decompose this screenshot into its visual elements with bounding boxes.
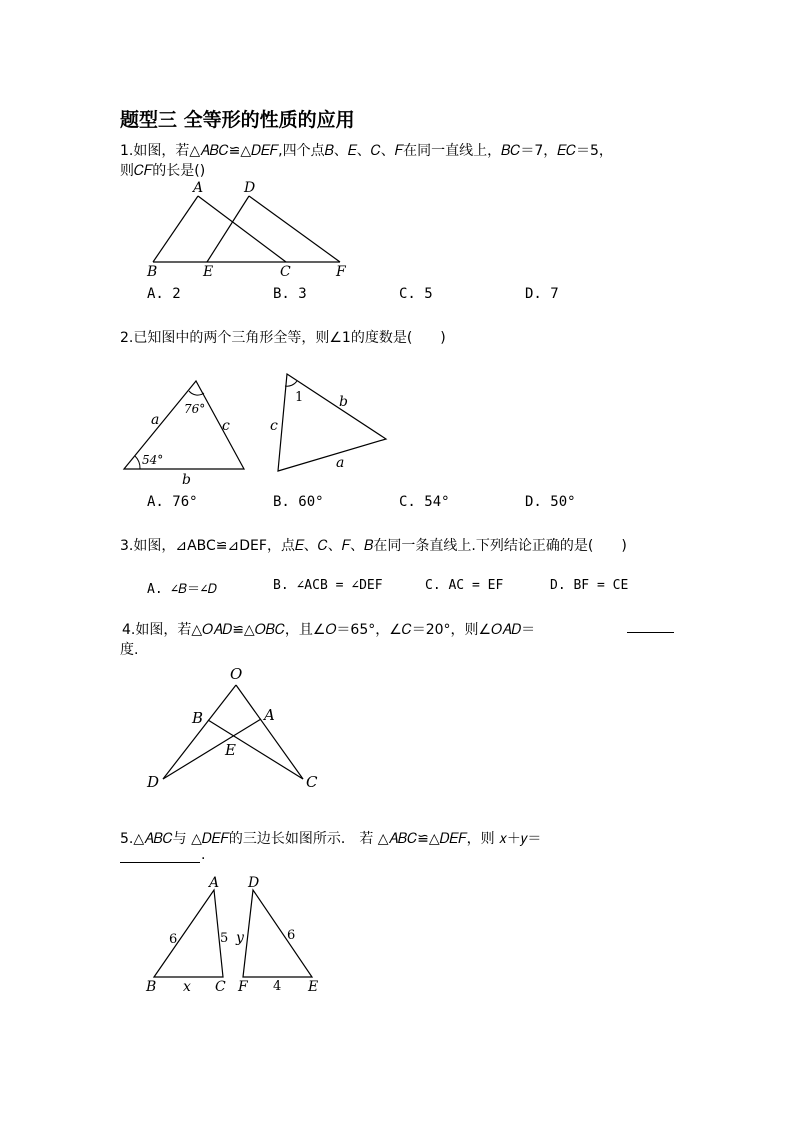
q5-stem-line2: . [201, 847, 206, 863]
q5-side-x: x [183, 979, 191, 995]
q5-label-b: B [146, 979, 157, 995]
q5-side-6-right: 6 [287, 928, 296, 943]
q2-right-label-c: c [270, 418, 278, 434]
q1-option-c[interactable]: C. 5 [399, 286, 433, 302]
q2-right-label-a: a [336, 455, 345, 471]
q1-label-f: F [336, 264, 346, 280]
q4-label-o: O [230, 665, 243, 683]
q1-option-b[interactable]: B. 3 [273, 286, 307, 302]
q2-left-angle-54: 54° [142, 453, 164, 467]
q2-right-label-b: b [339, 394, 348, 410]
q5-right-triangle [243, 890, 312, 977]
q1-stem-line2: 则𝐶𝐹的长是() [120, 163, 206, 179]
q4-label-e: E [225, 741, 236, 759]
q4-label-a: A [264, 706, 275, 724]
q5-side-4: 4 [273, 979, 282, 994]
q5-label-c: C [215, 979, 226, 995]
q2-left-label-b: b [182, 472, 191, 488]
q3-stem: 3.如图，⊿ABC≌⊿DEF，点𝐸、𝐶、𝐹、𝐵在同一条直线上.下列结论正确的是( ) [120, 538, 627, 554]
q4-label-b: B [192, 709, 204, 727]
q1-label-a: A [193, 180, 204, 196]
q4-stem-line1: 4.如图，若△𝑂𝐴𝐷≌△𝑂𝐵𝐶，且∠𝑂＝65°，∠𝐶＝20°，则∠𝑂𝐴𝐷＝ [122, 622, 536, 638]
q1-stem-line1: 1.如图，若△𝐴𝐵𝐶≌△𝐷𝐸𝐹,四个点𝐵、𝐸、𝐶、𝐹在同一直线上，𝐵𝐶＝7，𝐸𝐶＝5， [120, 143, 613, 159]
q2-left-label-a: a [151, 412, 160, 428]
q5-label-f: F [238, 979, 248, 995]
q5-side-y: y [236, 930, 244, 946]
q5-label-a: A [209, 875, 220, 891]
q4-stem-line2: 度. [120, 642, 139, 658]
q4-label-c: C [306, 773, 318, 791]
q5-stem-line1: 5.△𝐴𝐵𝐶与 △𝐷𝐸𝐹的三边长如图所示． 若 △𝐴𝐵𝐶≌△𝐷𝐸𝐹，则 𝑥＋𝑦＝ [120, 831, 542, 847]
q2-option-b[interactable]: B. 60° [273, 494, 324, 510]
q5-left-triangle [154, 890, 223, 977]
q1-label-e: E [203, 264, 214, 280]
q5-side-5: 5 [220, 931, 229, 946]
q1-option-d[interactable]: D. 7 [525, 286, 559, 302]
q1-label-c: C [280, 264, 291, 280]
q5-label-d: D [248, 875, 260, 891]
q2-option-c[interactable]: C. 54° [399, 494, 450, 510]
q1-option-a[interactable]: A. 2 [147, 286, 181, 302]
q3-option-b[interactable]: B. ∠ACB = ∠DEF [273, 578, 383, 593]
q2-stem: 2.已知图中的两个三角形全等，则∠1的度数是( ) [120, 330, 446, 346]
q3-option-d[interactable]: D. BF = CE [550, 578, 629, 593]
q2-option-a[interactable]: A. 76° [147, 494, 198, 510]
q2-left-angle-76: 76° [184, 402, 206, 416]
q3-option-c[interactable]: C. AC = EF [425, 578, 504, 593]
q4-label-d: D [147, 773, 160, 791]
section-title: 题型三 全等形的性质的应用 [120, 109, 355, 131]
q5-label-e: E [308, 979, 319, 995]
q1-label-b: B [147, 264, 158, 280]
q1-label-d: D [244, 180, 256, 196]
q2-right-angle-1: 1 [295, 390, 304, 405]
q2-left-label-c: c [222, 418, 230, 434]
q2-option-d[interactable]: D. 50° [525, 494, 576, 510]
q5-side-6-left: 6 [169, 932, 178, 947]
q3-option-a[interactable]: A. ∠𝐵＝∠𝐷 [147, 582, 217, 597]
